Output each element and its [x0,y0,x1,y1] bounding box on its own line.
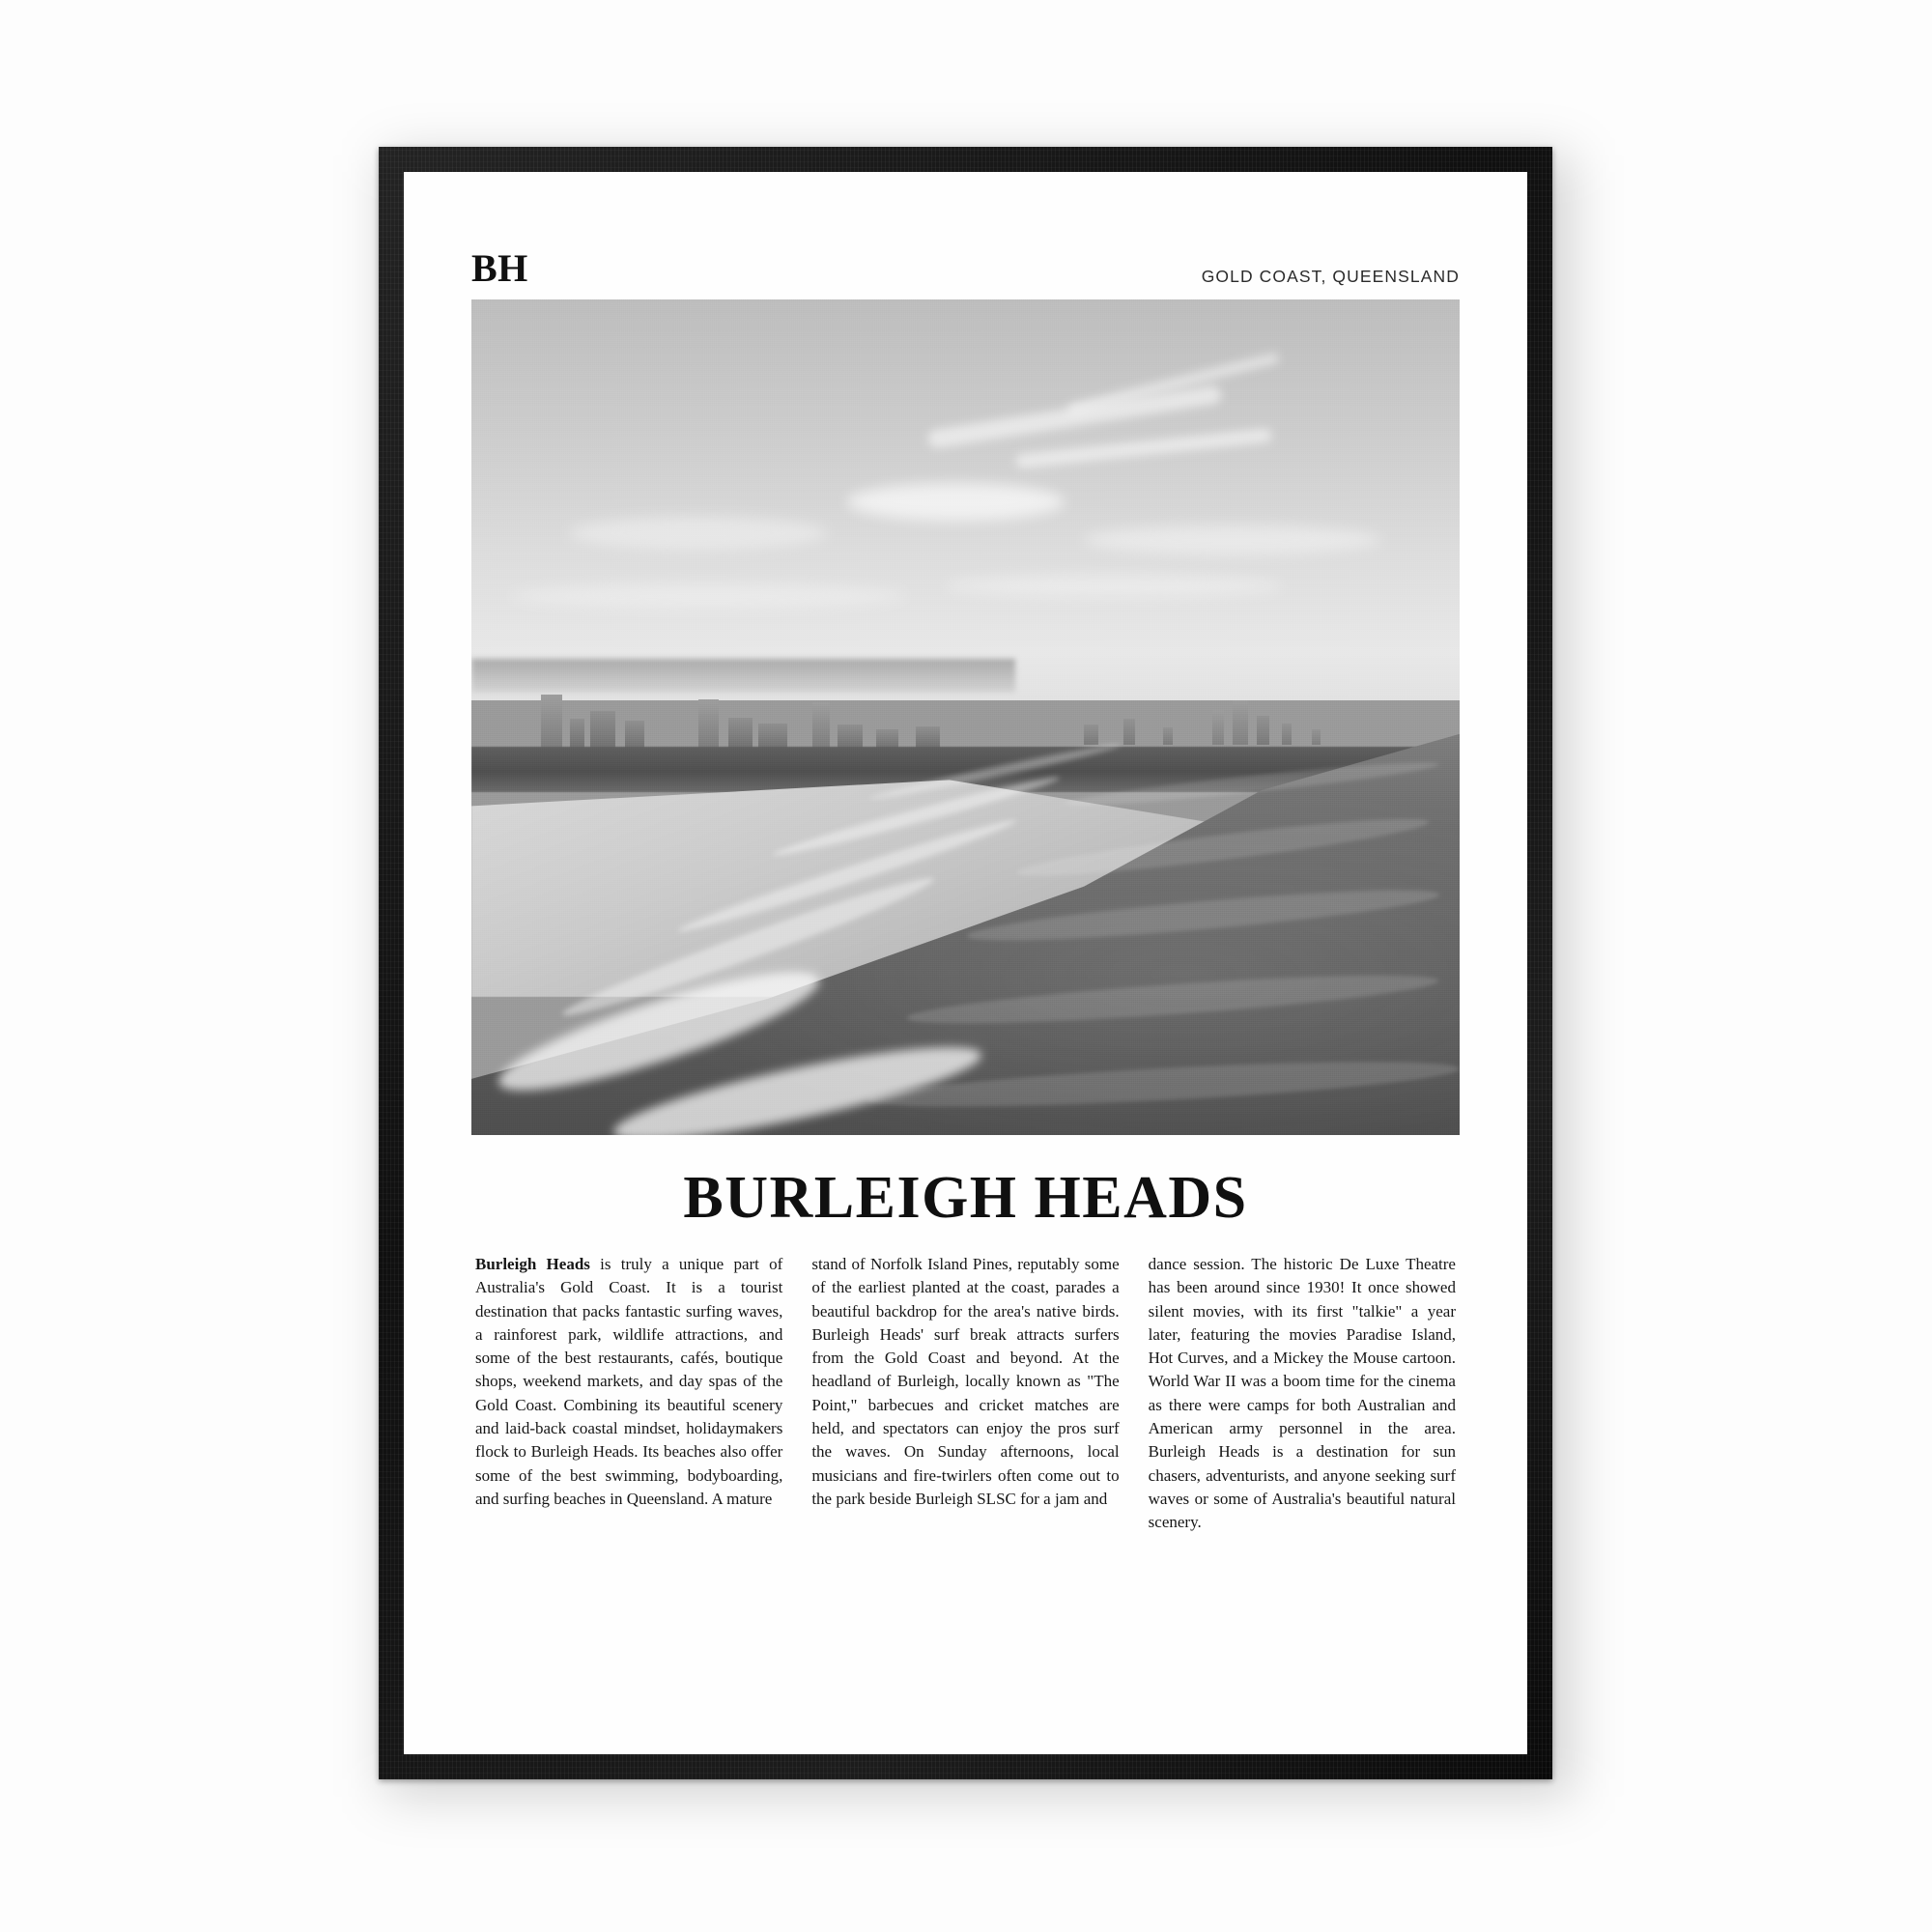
film-grain-overlay [471,299,1460,1135]
body-column-1 [475,1253,782,1535]
poster-body-columns [471,1253,1460,1535]
frame-glass [404,172,1527,1754]
body-column-1-text: is truly a unique part of Australia's Gold Coast. It is a tourist destination that packs fantastic surfing waves, a rainforest park, wildlife attractions, and some of the best restaurants, cafés, boutique shops, weekend markets, and day spas of the Gold Coast. Combining its beautiful scenery and laid-back coastal mindset, holidaymakers flock to Burleigh Heads. Its beaches also offer some of the best swimming, bodyboarding, and surfing beaches in Queensland. A mature [475,1255,783,1508]
body-lead-bold: Burleigh Heads [475,1255,590,1273]
poster-mat [404,172,1527,1754]
poster-location-label: GOLD COAST, QUEENSLAND [1201,266,1460,286]
picture-frame [379,147,1552,1779]
poster [471,246,1460,1677]
page-title: BURLEIGH HEADS [683,1165,1248,1231]
body-column-2: stand of Norfolk Island Pines, reputably some of the earliest planted at the coast, parades a beautiful backdrop for the area's native birds. Burleigh Heads' surf break attracts surfers from the Gold Coast and beyond. At the headland of Burleigh, locally known as "The Point," barbecues and cricket matches are held, and spectators can enjoy the pros surf the waves. On Sunday afternoons, local musicians and fire-twirlers often come out to the park beside Burleigh SLSC for a jam and [811,1255,1120,1508]
body-column-3: dance session. The historic De Luxe Theatre has been around since 1930! It once showed silent movies, with its first "talkie" a year later, featuring the movies Paradise Island, Hot Curves, and a Mickey the Mouse cartoon. World War II was a boom time for the cinema as there were camps for both Australian and American army personnel in the area. Burleigh Heads is a destination for sun chasers, adventurists, and anyone seeking surf waves or some of Australia's beautiful natural scenery. [1148,1255,1456,1532]
poster-header [471,246,1460,299]
poster-photograph [471,299,1460,1135]
brand-monogram: BH [471,246,528,290]
